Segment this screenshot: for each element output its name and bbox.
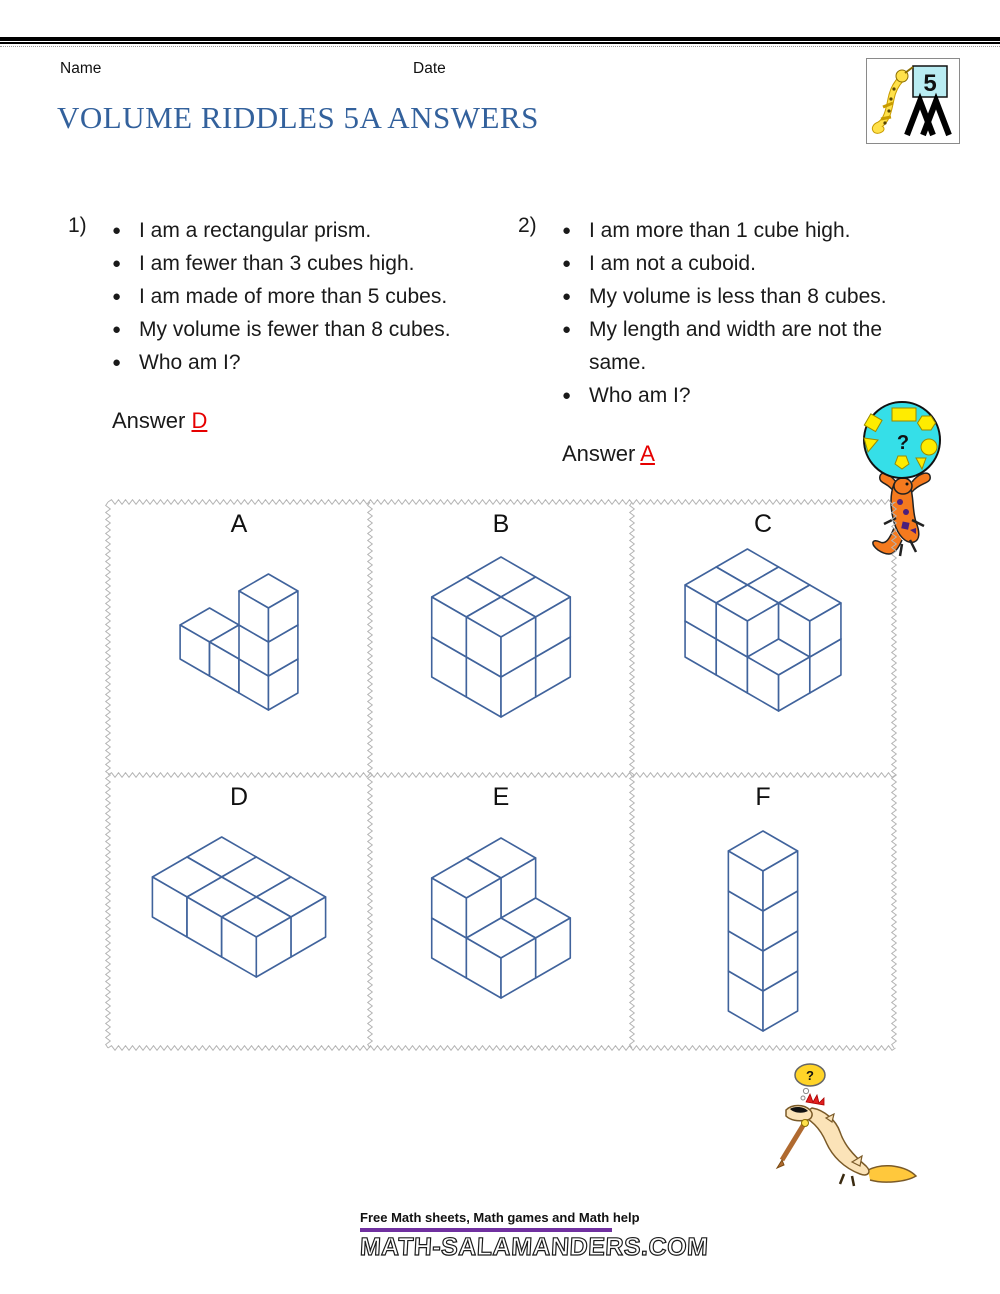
riddle-number: 1)	[68, 214, 87, 237]
bullet-item	[112, 313, 508, 346]
answer-label: Answer	[112, 408, 192, 433]
footer	[356, 1210, 710, 1276]
bullet-icon: ●	[562, 222, 572, 239]
shape-grid	[108, 502, 894, 1048]
shapes-ball	[864, 402, 940, 478]
bullet-list	[112, 214, 508, 379]
answer-value: D	[191, 408, 208, 433]
cell-label-b: B	[492, 510, 510, 538]
answer-value: A	[640, 441, 655, 466]
riddle-number: 2)	[518, 214, 537, 237]
bullet-item	[562, 214, 968, 247]
bullet-text: I am not a cuboid.	[589, 252, 756, 275]
bullet-item	[112, 346, 508, 379]
bullet-text: I am a rectangular prism.	[139, 219, 372, 242]
page-title: VOLUME RIDDLES 5A ANSWERS	[57, 100, 539, 135]
top-rule-thick	[0, 37, 1000, 41]
logo-salamander	[875, 67, 913, 130]
top-rule-dotted	[0, 46, 1000, 47]
bullet-icon: ●	[562, 387, 572, 404]
footer-purple-rule	[360, 1228, 612, 1232]
grid-zigzag-borders	[108, 502, 894, 1048]
logo-number: 5	[923, 70, 937, 97]
logo-salamander-icon	[867, 59, 959, 143]
date-label: Date	[413, 60, 446, 77]
cell-label-e: E	[492, 783, 510, 811]
bullet-icon: ●	[562, 321, 572, 338]
logo-m-glyph	[907, 101, 949, 135]
salamander-body	[777, 1094, 916, 1186]
name-label: Name	[60, 60, 102, 77]
bullet-text: I am more than 1 cube high.	[589, 219, 851, 242]
ball-question-mark: ?	[896, 432, 910, 454]
bullet-item	[112, 280, 508, 313]
cell-label-c: C	[753, 510, 773, 538]
cell-label-f: F	[755, 783, 771, 811]
footer-site-name: MATH-SALAMANDERS.COM	[359, 1233, 710, 1261]
top-rule-thin	[0, 42, 1000, 44]
bullet-item	[112, 247, 508, 280]
bullet-icon: ●	[112, 288, 122, 305]
bullet-text: I am fewer than 3 cubes high.	[139, 252, 415, 275]
bullet-text: My volume is fewer than 8 cubes.	[139, 318, 451, 341]
footer-tagline: Free Math sheets, Math games and Math help	[360, 1210, 640, 1225]
answer-label: Answer	[562, 441, 641, 466]
bullet-text: My length and width are not the same.	[589, 318, 883, 374]
math-salamanders-logo	[866, 58, 960, 144]
bullet-icon: ●	[112, 354, 122, 371]
bullet-icon: ●	[112, 255, 122, 272]
bullet-item	[562, 280, 968, 313]
bullet-text: I am made of more than 5 cubes.	[139, 285, 448, 308]
cell-label-a: A	[230, 510, 248, 538]
bullet-icon: ●	[112, 222, 122, 239]
bullet-list	[562, 214, 968, 412]
bullet-item	[112, 214, 508, 247]
bullet-text: My volume is less than 8 cubes.	[589, 285, 887, 308]
bullet-item	[562, 313, 968, 379]
bullet-text: Who am I?	[139, 351, 241, 374]
bullet-icon: ●	[562, 288, 572, 305]
thought-question-mark: ?	[806, 1068, 814, 1083]
answer-line	[112, 408, 508, 434]
thinking-salamander-illustration	[748, 1058, 928, 1198]
bullet-icon: ●	[112, 321, 122, 338]
riddle-1	[68, 214, 508, 434]
cell-label-d: D	[229, 783, 249, 811]
bullet-item	[562, 247, 968, 280]
bullet-icon: ●	[562, 255, 572, 272]
bullet-text: Who am I?	[589, 384, 691, 407]
